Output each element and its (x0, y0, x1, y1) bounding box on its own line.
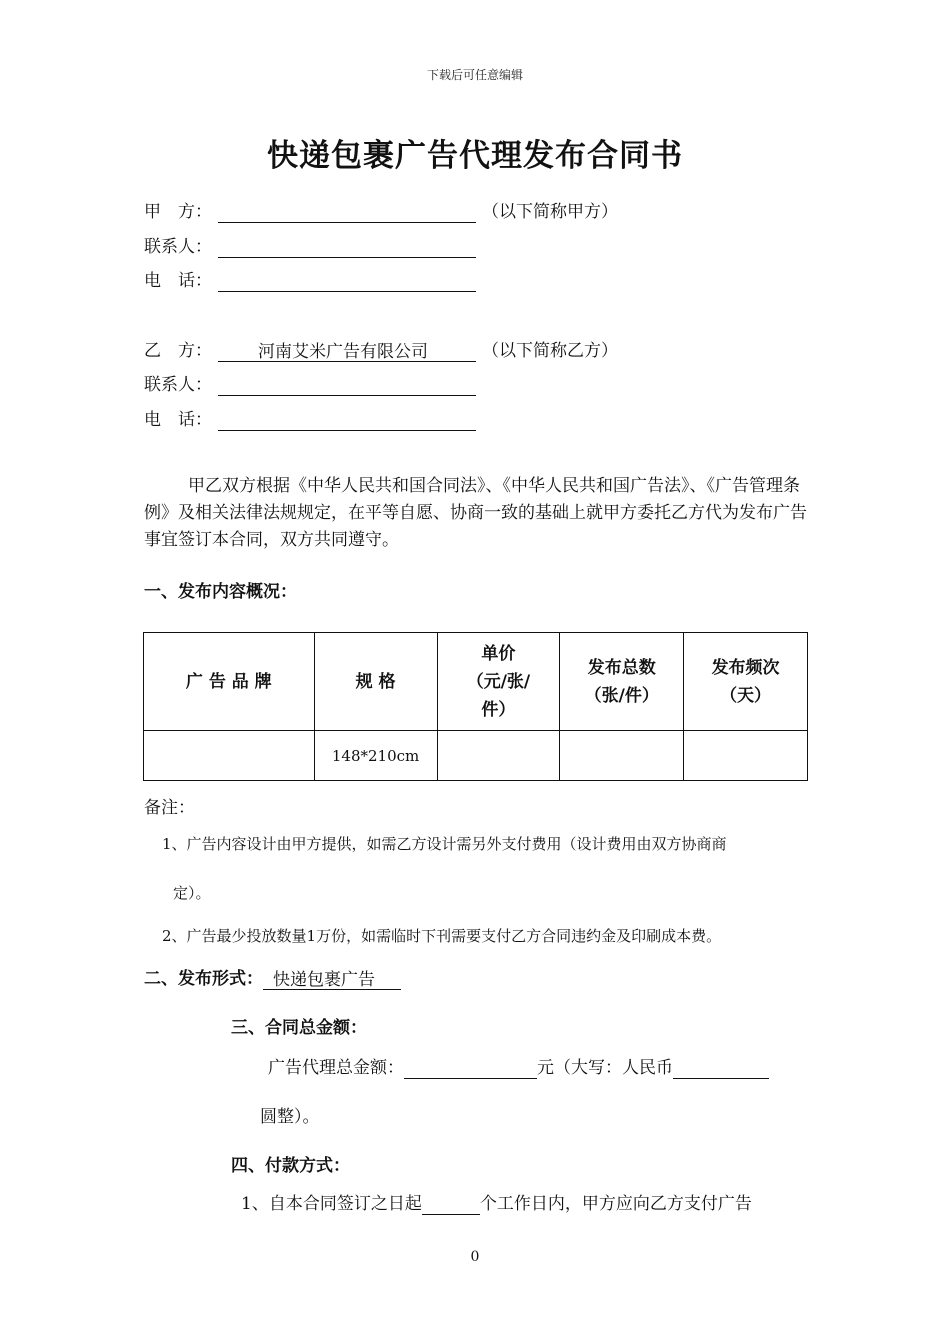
party-b-phone-row (144, 409, 476, 431)
party-b-label: 乙 方： (144, 341, 212, 361)
amount-mid: 元（大写：人民币 (537, 1058, 673, 1078)
payment-days-field[interactable] (422, 1194, 480, 1215)
amount-row (268, 1057, 769, 1079)
party-b-contact-field[interactable] (218, 375, 476, 396)
remark-1-line1: 1、广告内容设计由甲方提供，如需乙方设计需另外支付费用（设计费用由双方协商商 (162, 835, 727, 853)
party-a-contact-row (144, 236, 476, 258)
cell-total[interactable] (560, 731, 684, 781)
header-total (560, 633, 684, 731)
amount-end: 圆整）。 (260, 1107, 320, 1127)
party-a-contact-label: 联系人： (144, 237, 212, 257)
page-title: 快递包裹广告代理发布合同书 (267, 138, 683, 174)
table-row (144, 731, 808, 781)
party-b-suffix: （以下简称乙方） (482, 341, 618, 361)
party-b-contact-row (144, 374, 476, 396)
party-a-phone-label: 电 话： (144, 271, 212, 291)
party-b-row (144, 340, 618, 362)
cell-price[interactable] (437, 731, 560, 781)
header-brand: 广 告 品 牌 (144, 633, 315, 731)
cell-brand[interactable] (144, 731, 315, 781)
remark-2: 2、广告最少投放数量1万份，如需临时下刊需要支付乙方合同违约金及印刷成本费。 (162, 927, 722, 945)
party-b-phone-field[interactable] (218, 410, 476, 431)
party-a-phone-field[interactable] (218, 271, 476, 292)
cell-frequency[interactable] (684, 731, 808, 781)
payment-item-1-pre: 1、自本合同签订之日起 (241, 1194, 422, 1214)
header-price (437, 633, 560, 731)
header-frequency-line1: 发布频次 (711, 657, 780, 678)
header-price-line2: （元/张/ (466, 671, 531, 692)
amount-label: 广告代理总金额： (268, 1058, 404, 1078)
header-price-line1: 单价 (481, 643, 516, 664)
header-total-line2: （张/件） (584, 685, 659, 706)
header-spec: 规 格 (314, 633, 437, 731)
party-a-contact-field[interactable] (218, 237, 476, 258)
table-header-row (144, 633, 808, 731)
amount-words-field[interactable] (673, 1058, 769, 1079)
party-b-name: 河南艾米广告有限公司 (258, 342, 428, 362)
party-a-label: 甲 方： (144, 202, 212, 222)
header-frequency (684, 633, 808, 731)
party-a-row (144, 201, 618, 223)
header-frequency-line2: （天） (720, 685, 772, 706)
party-b-phone-label: 电 话： (144, 410, 212, 430)
party-a-suffix: （以下简称甲方） (482, 202, 618, 222)
publish-form-field[interactable] (263, 969, 401, 990)
party-b-contact-label: 联系人： (144, 375, 212, 395)
section2-row (144, 968, 401, 990)
remark-1-line2: 定）。 (173, 884, 211, 902)
section3-heading: 三、合同总金额： (231, 1018, 367, 1038)
remarks-label: 备注： (144, 798, 195, 818)
header-note: 下载后可任意编辑 (426, 68, 523, 82)
intro-paragraph: 甲乙双方根据《中华人民共和国合同法》、《中华人民共和国广告法》、《广告管理条例》及相关法律法规规定，在平等自愿、协商一致的基础上就甲方委托乙方代为发布广告事宜签订本合同，双方共同遵守。 (144, 476, 807, 550)
payment-item-1-post: 个工作日内，甲方应向乙方支付广告 (479, 1194, 752, 1214)
section1-heading: 一、发布内容概况： (144, 582, 297, 602)
section2-heading: 二、发布形式： (144, 969, 263, 989)
party-a-phone-row (144, 270, 476, 292)
header-price-line3: 件） (481, 699, 516, 720)
party-a-name-field[interactable] (218, 202, 476, 223)
cell-spec: 148*210cm (314, 731, 437, 781)
payment-item-1 (241, 1193, 752, 1215)
publish-table (143, 632, 808, 781)
header-total-line1: 发布总数 (587, 657, 656, 678)
party-b-name-field[interactable] (218, 341, 476, 362)
page-number: 0 (470, 1249, 480, 1265)
publish-form-value: 快递包裹广告 (273, 970, 375, 990)
amount-field[interactable] (404, 1058, 537, 1079)
section4-heading: 四、付款方式： (231, 1156, 350, 1176)
